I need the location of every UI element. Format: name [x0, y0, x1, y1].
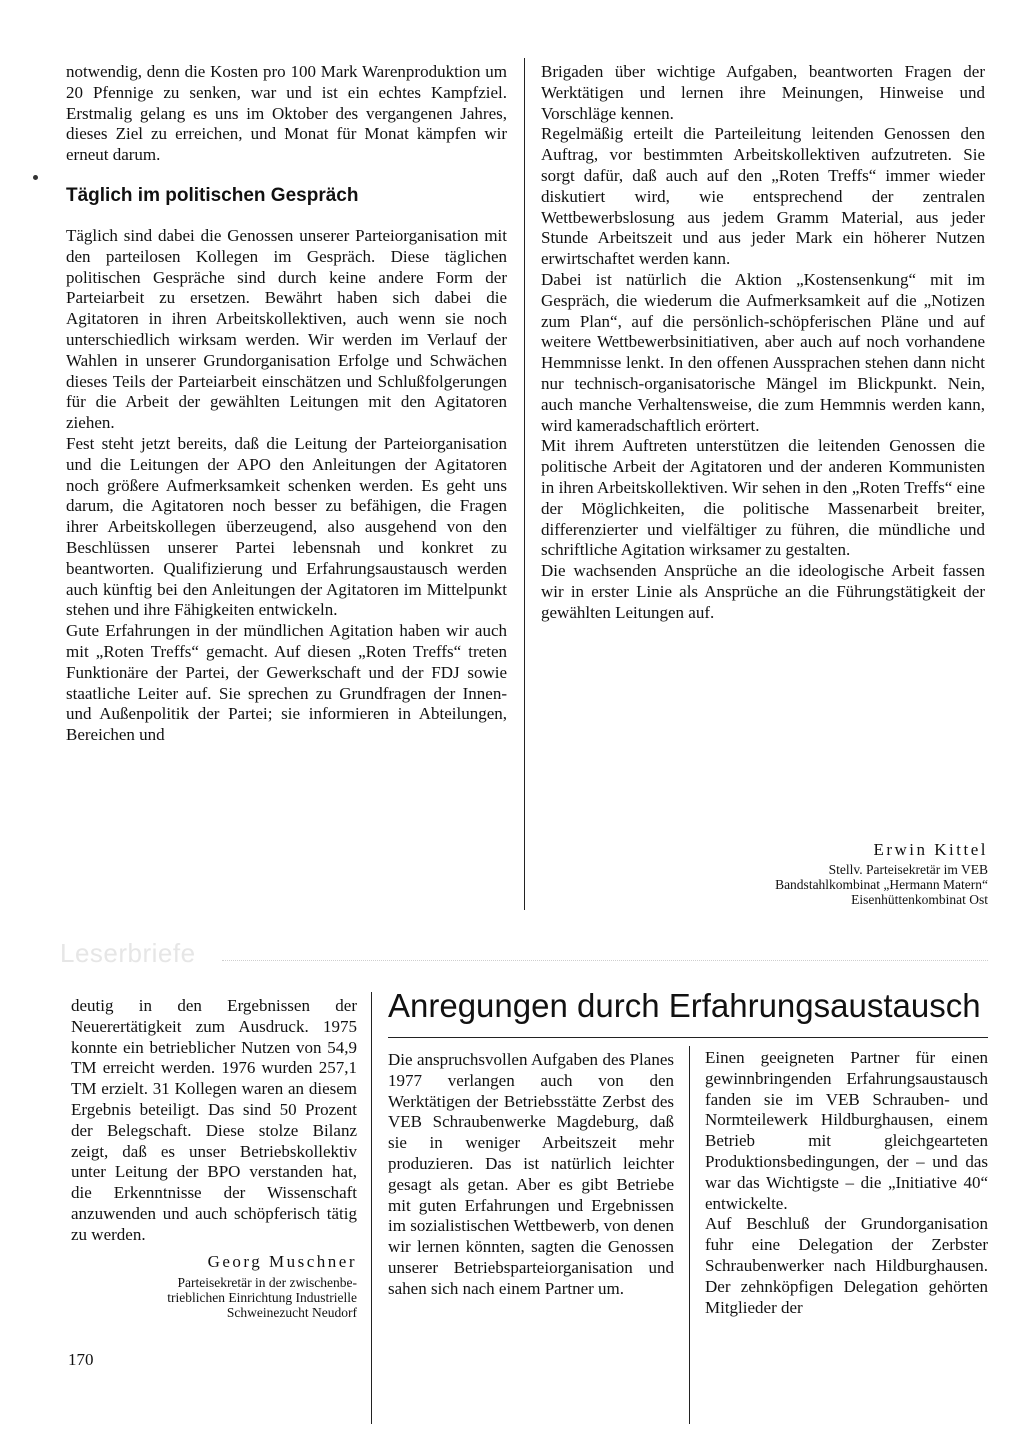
column-divider [689, 1046, 690, 1424]
margin-mark [33, 175, 38, 180]
paragraph: Fest steht jetzt bereits, daß die Leitung der Parteiorganisation und die Leitungen der APO den Anleitungen der Agitatoren noch größere Aufmerksamkeit schenken werden. Es geht uns darum, die Agitatoren noch besser zu befähigen, die Fragen ihrer Arbeitskollegen überzeugend, also ausgehend von den Beschlüssen unserer Partei lebensnah und konkret zu beantworten. Qualifizierung und Erfahrungsaustausch werden auch künftig bei den Anleitungen der Agitatoren im Mittelpunkt stehen und ihre Fähigkeiten entwickeln. [66, 433, 507, 620]
paragraph: deutig in den Ergebnissen der Neuerertätigkeit zum Ausdruck. 1975 konnte ein betrieblicher Nutzen von 54,9 TM erreicht werden. 1976 wurden 257,1 TM erzielt. 31 Kollegen waren an diesem Ergebnis beteiligt. Das sind 50 Prozent der Belegschaft. Diese stolze Bilanz zeigt, daß es unser Betriebskollektiv unter Leitung der BPO verstanden hat, die Erkenntnisse der Wissenschaft anzuwenden und auch schöpferisch tätig zu werden. [71, 996, 357, 1244]
column-divider [524, 58, 525, 910]
author-role-line: Stellv. Parteisekretär im VEB [828, 862, 988, 877]
author-role-line: Schweinezucht Neudorf [226, 1305, 357, 1320]
paragraph: Die anspruchsvollen Aufgaben des Planes 1977 verlangen auch von den Werktätigen der Betriebsstätte Zerbst des VEB Schraubenwerke Magdeburg, daß sie in weniger Arbeitszeit mehr produzieren. Das ist natürlich leichter gesagt als getan. Aber es gibt Betriebe mit guten Erfahrungen und Ergebnissen im sozialistischen Wettbewerb, von denen wir lernen könnten, sagten die Genossen unserer Betriebsparteiorganisation und sahen sich nach einem Partner um. [388, 1050, 674, 1298]
headline-rule [388, 1037, 988, 1038]
paragraph: Gute Erfahrungen in der mündlichen Agitation haben wir auch mit „Roten Treffs“ gemacht. Auf diesen „Roten Treffs“ treten Funktionäre der Partei, der Gewerkschaft und der FDJ sowie staatliche Leiter auf. Sie sprechen zu Grundfragen der Innen- und Außenpolitik der Partei; sie informieren in Abteilungen, Bereichen und [66, 621, 507, 745]
paragraph: Mit ihrem Auftreten unterstützen die leitenden Genossen die politische Arbeit der Agitatoren und der anderen Kommunisten in ihren Arbeitskollektiven. Wir sehen in den „Roten Treffs“ eine der Möglichkeiten, die politische Massenarbeit breiter, differenzierter und vielfältiger zu führen, die mündliche und schriftliche Agitation wirksamer zu gestalten. [541, 436, 985, 560]
section-divider [222, 960, 988, 961]
bottom-left-column [71, 996, 357, 1246]
paragraph: Dabei ist natürlich die Aktion „Kostensenkung“ mit im Gespräch, die wiederum die Aufmerksamkeit auf die „Notizen zum Plan“, auf die persönlich-schöpferischen Pläne und auf weitere Wettbewerbsinitiativen, aber auch auf noch vorhandene Hemmnisse lenkt. In den offenen Aussprachen stehen dann nicht nur technisch-organisatorische Mängel im Blickpunkt. Nein, auch manche Verhaltensweise, die zum Hemmnis werden kann, wird kameradschaftlich erörtert. [541, 269, 985, 435]
author-role [71, 1275, 357, 1320]
paragraph: Auf Beschluß der Grundorganisation fuhr eine Delegation der Zerbster Schraubenwerker nach Hildburghausen. Der zehnköpfigen Delegation gehörten Mitglieder der [705, 1214, 988, 1317]
page-number: 170 [68, 1350, 94, 1369]
paragraph: Regelmäßig erteilt die Parteileitung leitenden Genossen den Auftrag, vor bestimmten Arbeitskollektiven aufzutreten. Sie sorgt dafür, daß auch auf den „Roten Treffs“ immer wieder diskutiert wird, wie entsprechend der zentralen Wettbewerbslosung aus jedem Gramm Material, aus jeder Stunde Arbeitszeit und aus jeder Mark ein höherer Nutzen erwirtschaftet werden kann. [541, 124, 985, 269]
subheading: Täglich im politischen Gespräch [66, 184, 359, 206]
paragraph: Brigaden über wichtige Aufgaben, beantworten Fragen der Werktätigen und lernen ihre Meinungen, Hinweise und Vorschläge kennen. [541, 62, 985, 123]
paragraph: Täglich sind dabei die Genossen unserer Parteiorganisation mit den parteilosen Kollegen im Gespräch. Diese täglichen politischen Gespräche sind durch keine andere Form der Parteiarbeit zu ersetzen. Bewährt haben sich dabei die Agitatoren in ihren Arbeitskollektiven, auch wenn sie noch unterschiedlich wirksam werden. Wir werden im Verlauf der Wahlen in unserer Grundorganisation Erfolge und Schwächen dieses Teils der Parteiarbeit einschätzen und Schlußfolgerungen für die Arbeit der gewählten Leitungen mit den Agitatoren ziehen. [66, 225, 507, 433]
column-divider [371, 992, 372, 1424]
bottom-right-column [705, 1048, 988, 1318]
author-role-line: Bandstahlkombinat „Hermann Matern“ [775, 877, 988, 892]
paragraph: Die wachsenden Ansprüche an die ideologische Arbeit fassen wir in erster Linie als Ansprüche an die Führungstätigkeit der gewählten Leitungen auf. [541, 561, 985, 622]
article-headline: Anregungen durch Erfahrungsaustausch [388, 987, 981, 1024]
author-role-line: Parteisekretär in der zwischenbe- [177, 1275, 357, 1290]
paragraph: notwendig, denn die Kosten pro 100 Mark Warenproduktion um 20 Pfennige zu senken, war und ist ein echtes Kampfziel. Erstmalig gelang es uns im Oktober des vergangenen Jahres, dieses Ziel zu erreichen, und Monat für Monat kämpfen wir erneut darum. [66, 62, 507, 165]
bottom-middle-column [388, 1050, 674, 1300]
paragraph: Einen geeigneten Partner für einen gewinnbringenden Erfahrungsaustausch fanden sie im VEB Schrauben- und Normteilewerk Hildburghausen, einem Betrieb mit gleichgearteten Produktionsbedingungen, der – und das war das Wichtigste – die „Initiative 40“ entwickelte. [705, 1048, 988, 1213]
top-left-column [66, 62, 507, 746]
section-label: Leserbriefe [60, 938, 196, 968]
author-role [775, 862, 988, 907]
author-name: Erwin Kittel [873, 840, 988, 859]
author-role-line: Eisenhüttenkombinat Ost [851, 892, 988, 907]
author-name: Georg Muschner [207, 1252, 357, 1271]
top-right-column [541, 62, 985, 624]
author-role-line: trieblichen Einrichtung Industrielle [167, 1290, 357, 1305]
